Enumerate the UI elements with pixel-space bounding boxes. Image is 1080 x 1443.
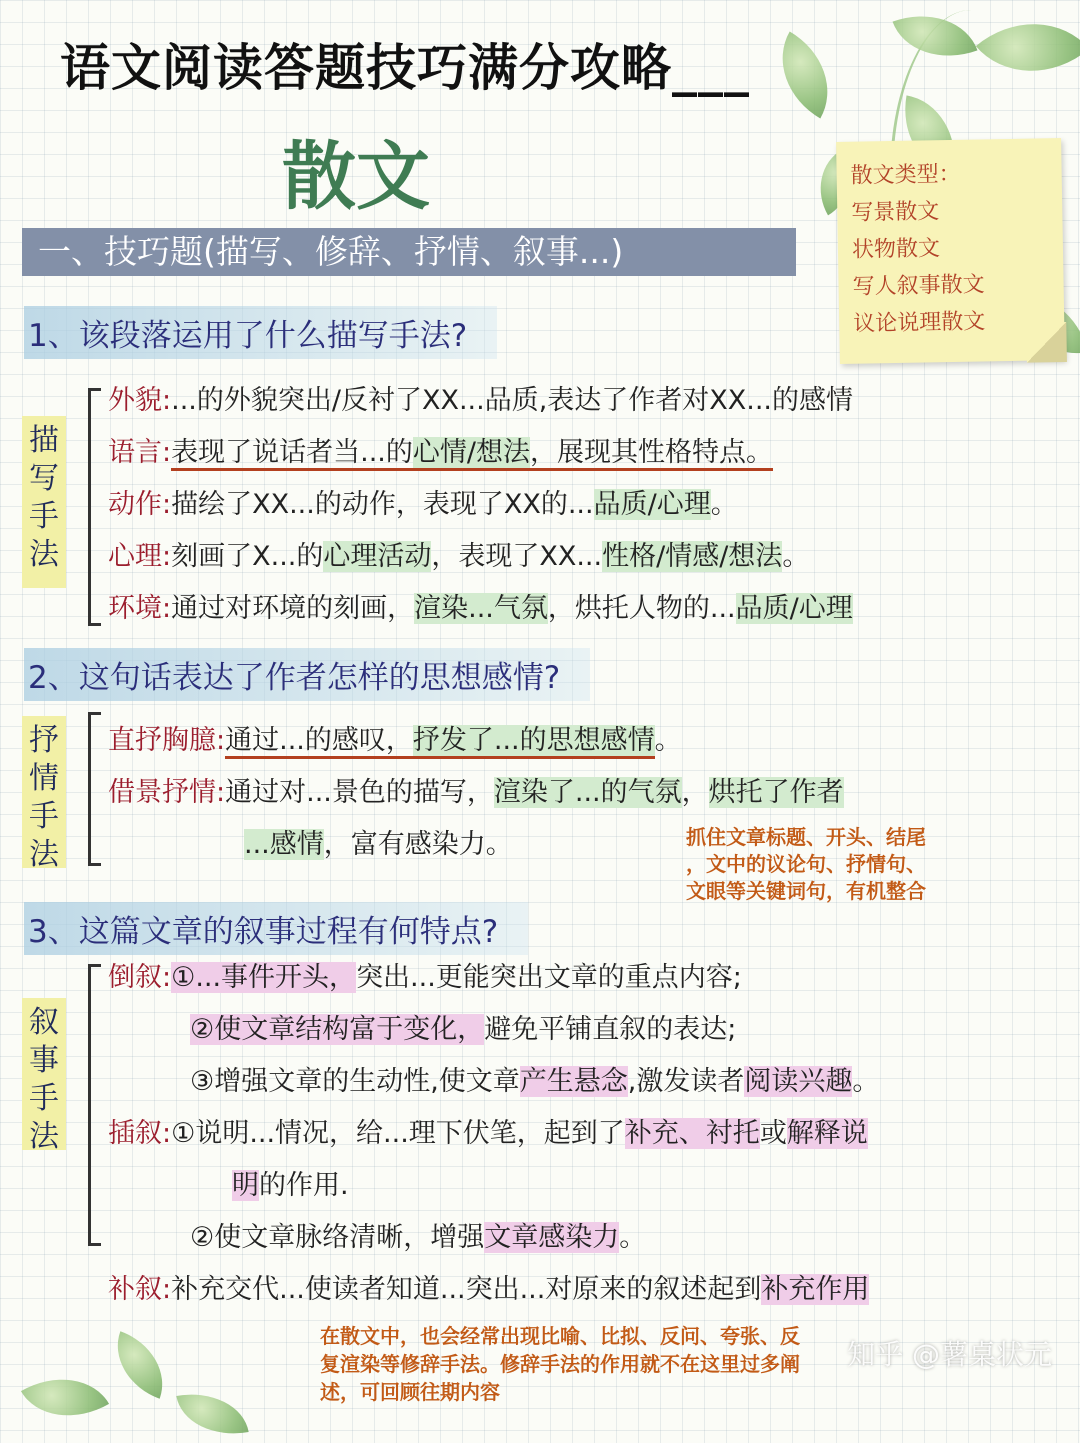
- row-appearance: [108, 378, 853, 417]
- bracket: [88, 712, 101, 866]
- row-text: 通过...的感叹，: [225, 725, 413, 759]
- watermark: 知乎 @薯桌状元: [847, 1338, 1052, 1371]
- page-title: 语文阅读答题技巧满分攻略___: [60, 39, 750, 97]
- footer-note-line: 述，可回顾往期内容: [320, 1380, 500, 1404]
- row-highlight: 补充、衬托: [624, 1118, 760, 1149]
- row-label: 环境:: [108, 593, 172, 624]
- row-highlight: 产生悬念: [519, 1066, 628, 1097]
- row-text: 通过对...景色的描写，: [225, 777, 494, 808]
- question-3: 3、这篇文章的叙事过程有何特点?: [24, 902, 528, 955]
- note-folded-corner: [1026, 322, 1067, 363]
- row-label: 借景抒情:: [108, 777, 226, 808]
- note-item: 状物散文: [851, 236, 941, 263]
- tip-line: ，文中的议论句、抒情句、: [686, 852, 926, 876]
- row-highlight: 品质/心理: [735, 593, 853, 624]
- row-label: 语言:: [108, 437, 172, 468]
- row-psychology: [108, 534, 809, 573]
- side-label-text: 描 写 手 法: [29, 423, 59, 572]
- row-text: 描绘了XX...的动作，表现了XX的...: [171, 489, 594, 520]
- side-label-text: 抒 情 手 法: [29, 723, 59, 872]
- row-text: ,激发读者: [627, 1066, 745, 1097]
- side-label-lyric: [22, 716, 66, 872]
- row-text: 补充交代...使读者知道...突出...对原来的叙述起到: [171, 1274, 762, 1305]
- row-text: 。: [710, 489, 738, 520]
- row-text: ③增强文章的生动性,使文章: [190, 1066, 520, 1097]
- note-item: 写景散文: [851, 199, 940, 226]
- row-highlight: 渲染了...的气氛: [493, 777, 682, 808]
- footer-note: [320, 1322, 800, 1406]
- row-highlight: 烘托了作者: [708, 777, 844, 808]
- row-text: ...的外貌突出/反衬了XX...品质,表达了作者对XX...的感情: [171, 385, 854, 416]
- row-text: 通过对环境的刻画，: [171, 593, 415, 624]
- row-text: 。: [852, 1066, 880, 1097]
- row-label: 动作:: [108, 489, 172, 520]
- row-text: ，烘托人物的...: [547, 593, 736, 624]
- row-highlight: 品质/心理: [593, 489, 711, 520]
- row-action: [108, 482, 738, 521]
- row-highlight: 阅读兴趣: [744, 1066, 853, 1097]
- section-heading-bar: [22, 228, 796, 276]
- row-label: 插叙:: [108, 1118, 172, 1149]
- row-highlight: 渲染...气氛: [414, 593, 548, 624]
- prose-types-sticky-note: [836, 138, 1065, 364]
- row-text: 。: [654, 725, 682, 756]
- note-item: 写人叙事散文: [852, 272, 985, 300]
- row-highlight: 性格/情感/想法: [602, 541, 783, 572]
- note-item: 议论说理散文: [853, 309, 986, 337]
- row-language: [108, 430, 773, 469]
- row-highlight: 补充作用: [761, 1274, 870, 1305]
- row-highlight: ...感情: [244, 829, 324, 860]
- row-text: ，展现其性格特点。: [530, 437, 773, 471]
- row-text: 刻画了X...的: [171, 541, 324, 572]
- row-flashback-3: [190, 1059, 879, 1098]
- row-highlight: 明: [232, 1170, 259, 1201]
- leaf-decoration-bottom-left: [0, 1330, 320, 1443]
- footer-note-line: 在散文中，也会经常出现比喻、比拟、反问、夸张、反: [320, 1324, 800, 1348]
- row-text: ，: [681, 777, 709, 808]
- row-text: ①说明...情况，给...理下伏笔，起到了: [171, 1118, 625, 1149]
- row-flashback-2: [190, 1007, 736, 1046]
- row-highlight: 解释说: [786, 1118, 868, 1149]
- row-text: 表现了说话者当...的: [171, 437, 413, 471]
- row-highlight: 抒发了...的思想感情: [413, 725, 655, 759]
- reading-tip: [686, 824, 926, 905]
- row-highlight: ②使文章结构富于变化，: [190, 1014, 485, 1045]
- row-insertion: [108, 1111, 868, 1150]
- row-highlight: 心情/想法: [413, 437, 530, 471]
- row-supplement: [108, 1267, 869, 1306]
- row-label: 直抒胸臆:: [108, 725, 226, 756]
- row-text: 。: [782, 541, 810, 572]
- tip-line: 文眼等关键词句，有机整合: [686, 879, 926, 903]
- section-heading: 一、技巧题(描写、修辞、抒情、叙事...): [38, 232, 624, 271]
- question-2: 2、这句话表达了作者怎样的思想感情?: [24, 648, 590, 701]
- footer-note-line: 复渲染等修辞手法。修辞手法的作用就不在这里过多阐: [320, 1352, 800, 1376]
- row-highlight: 心理活动: [323, 541, 432, 572]
- row-highlight: 文章感染力: [484, 1222, 620, 1253]
- row-label: 心理:: [108, 541, 172, 572]
- row-text: 突出...更能突出文章的重点内容;: [356, 962, 742, 993]
- row-label: 倒叙:: [108, 962, 172, 993]
- row-environment: [108, 586, 853, 625]
- bracket: [88, 388, 101, 626]
- note-heading: 散文类型：: [850, 161, 961, 189]
- row-text: 避免平铺直叙的表达;: [484, 1014, 737, 1045]
- row-highlight: ①...事件开头，: [171, 962, 357, 993]
- bracket: [88, 964, 101, 1246]
- row-text: ，表现了XX...: [431, 541, 603, 572]
- row-insertion-2: [190, 1215, 646, 1254]
- row-text: 。: [619, 1222, 647, 1253]
- row-text: 或: [759, 1118, 787, 1149]
- question-1: 1、该段落运用了什么描写手法?: [24, 306, 497, 359]
- row-label: 补叙:: [108, 1274, 172, 1305]
- row-direct-lyric: [108, 718, 682, 757]
- row-text: ，富有感染力。: [323, 829, 513, 860]
- row-text: 的作用.: [259, 1170, 349, 1201]
- row-scene-lyric-cont: [244, 822, 513, 861]
- row-text: ②使文章脉络清晰，增强: [190, 1222, 485, 1253]
- row-scene-lyric: [108, 770, 844, 809]
- side-label-text: 叙 事 手 法: [29, 1005, 59, 1154]
- tip-line: 抓住文章标题、开头、结尾: [686, 825, 926, 849]
- row-insertion-cont: [232, 1163, 349, 1202]
- row-flashback: [108, 955, 742, 994]
- row-label: 外貌:: [108, 385, 172, 416]
- side-label-narrative: [22, 998, 66, 1154]
- page-subtitle: 散文: [282, 134, 430, 220]
- side-label-description: [22, 416, 66, 588]
